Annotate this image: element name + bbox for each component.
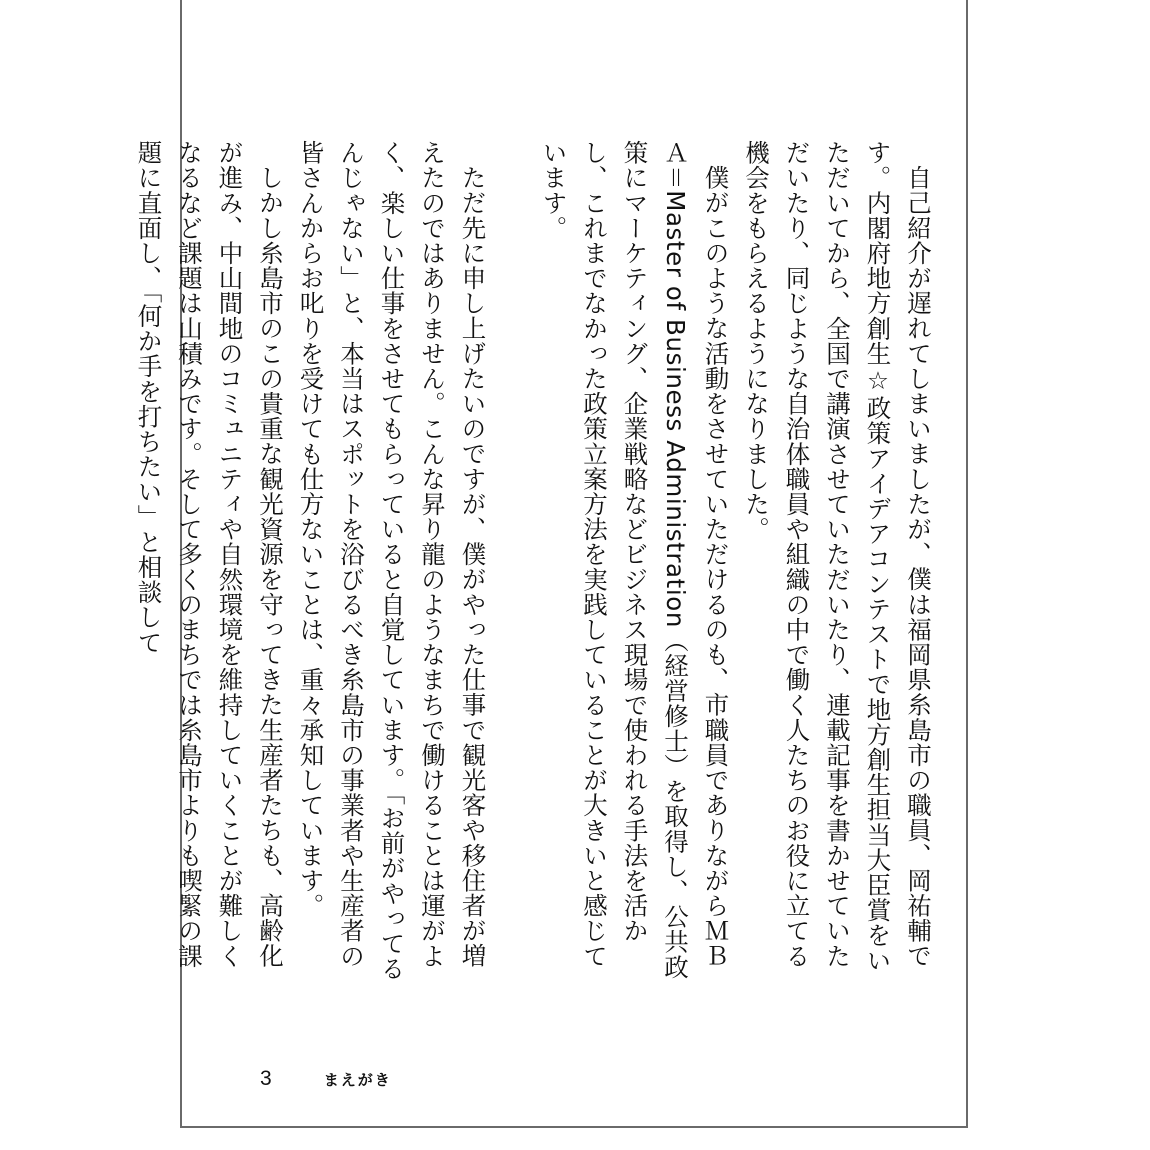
vertical-text-area (134, 140, 938, 990)
paragraph-intro: 自己紹介が遅れてしまいましたが、僕は福岡県糸島市の職員、岡祐輔です。内閣府地方創生☆政策アイデアコンテストで地方創生担当大臣賞をいただいてから、全国で講演させていただいたり、連載記事を書かせていただいたり、同じような自治体職員や組織の中で働く人たちのお役に立てる機会をもらえるようになりました。 (742, 140, 933, 973)
running-head: まえがき (323, 1070, 392, 1089)
book-page (134, 0, 968, 1128)
paragraph-spacer (493, 140, 534, 990)
page-number: 3 (260, 1067, 272, 1090)
paragraph-challenges: しかし糸島市のこの貴重な観光資源を守ってきた生産者たちも、高齢化が進み、中山間地のコミュニティや自然環境を維持していくことが難しくなるなど課題は山積みです。そして多くのまちでは糸島市よりも喫緊の課題に直面し、「何か手を打ちたい」と相談して (134, 140, 285, 969)
body-text (128, 140, 938, 990)
page-footer (260, 1064, 392, 1094)
paragraph-disclaimer: ただ先に申し上げたいのですが、僕がやった仕事で観光客や移住者が増えたのではありません。こんな昇り龍のようなまちで働けることは運がよく、楽しい仕事をさせてもらっていると自覚しています。「お前がやってるんじゃない」と、本当はスポットを浴びるべき糸島市の事業者や生産者の皆さんからお叱りを受けても仕方ないことは、重々承知しています。 (296, 140, 488, 982)
paragraph-mba: 僕がこのような活動をさせていただけるのも、市職員でありながらＭＢＡ＝Master of Business Administration（経営修士）を取得し、公共政策にマーケティング、企業戦略などビジネス現場で使われる手法を活かし、これまでなかった政策立案方法を実践していることが大きいと感じています。 (539, 140, 731, 980)
